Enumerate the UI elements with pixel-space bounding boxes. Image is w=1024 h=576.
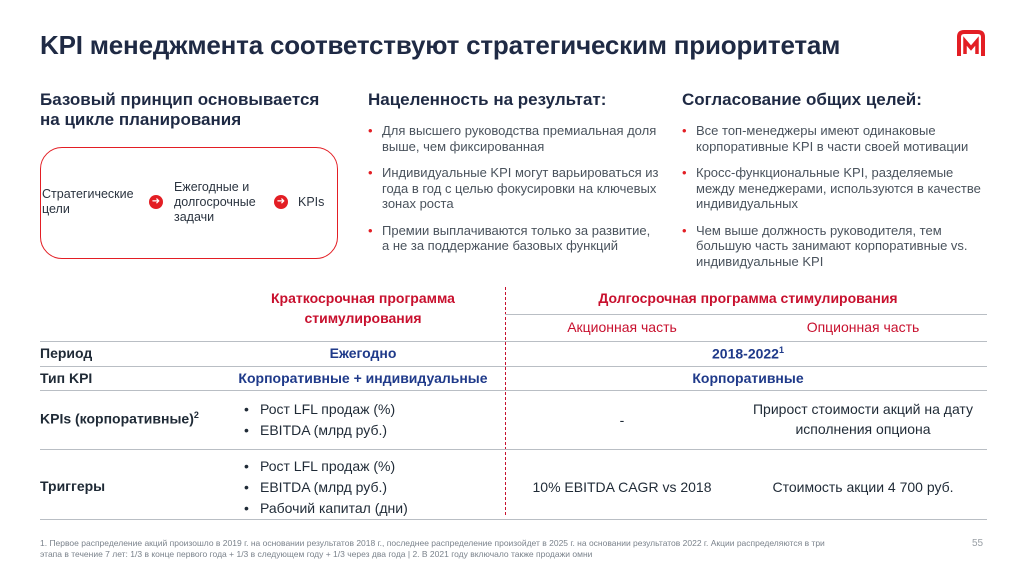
period-short: Ежегодно (329, 345, 397, 361)
kpis-short-list (244, 399, 494, 441)
cycle-step-strategic-goals: Стратегические цели (42, 187, 134, 216)
divider (40, 341, 987, 342)
program-divider (505, 287, 506, 515)
divider (40, 519, 987, 520)
results-focus-list (368, 123, 660, 265)
m-logo-icon (956, 28, 986, 58)
arrow-right-icon: ➜ (149, 195, 163, 209)
page-title: KPI менеджмента соответствуют стратегическим приоритетам (40, 30, 841, 60)
goals-alignment-list (682, 123, 982, 280)
triggers-short-list (244, 456, 494, 519)
column-2-heading: Нацеленность на результат: (368, 90, 607, 109)
period-long: 2018-2022$^1$ (712, 345, 784, 362)
short-term-program-header: Краткосрочная программа стимулирования (271, 290, 455, 326)
list-item: • Кросс-функциональные KPI, разделяемые между менеджерами, используются в качестве индивидуальных (682, 165, 982, 212)
cycle-step-annual-tasks: Ежегодные и долгосрочные задачи (174, 180, 256, 224)
divider (40, 366, 987, 367)
triggers-option-value: Стоимость акции 4 700 руб. (772, 479, 954, 495)
kpi-type-short: Корпоративные + индивидуальные (238, 370, 488, 386)
page-number: 55 (972, 538, 984, 549)
row-label-period: Период (40, 345, 93, 361)
column-1-heading: Базовый принцип основывается на цикле планирования (40, 90, 320, 129)
divider (40, 390, 987, 391)
divider (40, 449, 987, 450)
row-label-kpis: KPIs (корпоративные)$^2$ (40, 410, 199, 427)
list-item: • EBITDA (млрд руб.) (244, 477, 494, 498)
list-item: • EBITDA (млрд руб.) (244, 420, 494, 441)
list-item: • Рост LFL продаж (%) (244, 456, 494, 477)
column-3-heading: Согласование общих целей: (682, 90, 922, 109)
list-item: • Индивидуальные KPI могут варьироваться из года в год с целью фокусировки на ключевых зонах роста (368, 165, 660, 212)
triggers-share-value: 10% EBITDA CAGR vs 2018 (532, 479, 712, 495)
row-label-kpi-type: Тип KPI (40, 370, 93, 386)
list-item: • Премии выплачиваются только за развитие, а не за поддержание базовых функций (368, 223, 660, 254)
option-part-header: Опционная часть (806, 319, 920, 335)
share-part-header: Акционная часть (567, 319, 677, 335)
row-label-triggers: Триггеры (40, 478, 106, 494)
divider (505, 314, 987, 315)
kpis-option-value: Прирост стоимости акций на дату исполнения опциона (752, 401, 974, 437)
list-item: • Для высшего руководства премиальная доля выше, чем фиксированная (368, 123, 660, 154)
long-term-program-header: Долгосрочная программа стимулирования (598, 290, 898, 306)
list-item: • Рабочий капитал (дни) (244, 498, 494, 519)
list-item: • Чем выше должность руководителя, тем большую часть занимают корпоративные vs. индивидуальные KPI (682, 223, 982, 270)
list-item: • Все топ-менеджеры имеют одинаковые корпоративные KPI в части своей мотивации (682, 123, 982, 154)
list-item: • Рост LFL продаж (%) (244, 399, 494, 420)
kpis-share-value: - (619, 412, 625, 428)
footnote: 1. Первое распределение акций произошло в 2019 г. на основании результатов 2018 г., последнее распределение произойдет в 2025 г. на основании результатов 2022 г. Акции распределяются в три этапа в течение 7 лет: 1/3 в конце первого года + 1/3 в следующем году + 1/3 через два года | 2. В 2021 году включало также продажи омни (40, 538, 825, 559)
kpi-type-long: Корпоративные (692, 370, 804, 386)
cycle-step-kpis: KPIs (298, 195, 325, 209)
arrow-right-icon: ➜ (274, 195, 288, 209)
